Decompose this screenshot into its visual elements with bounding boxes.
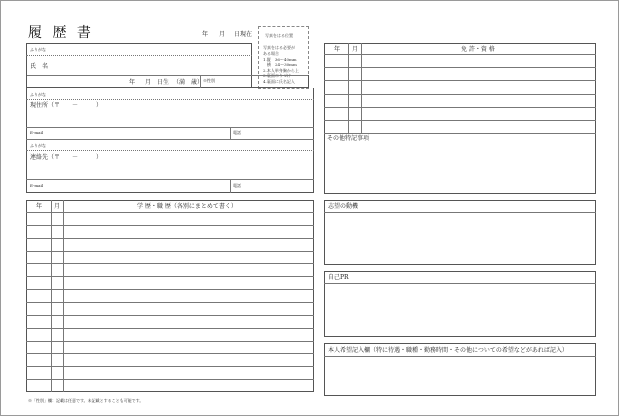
photo-heading: 写真をはる位置	[265, 33, 293, 38]
license-row-line	[324, 80, 596, 81]
contact-email-label: E-mail	[30, 183, 44, 188]
contact-email-top-line	[26, 179, 314, 180]
phone-divider	[230, 127, 231, 139]
contact-phone-divider	[230, 179, 231, 193]
license-col-year: 年	[334, 46, 341, 53]
photo-line-2: ある場合	[263, 51, 279, 56]
history-row-line	[26, 276, 314, 277]
history-year-divider	[51, 200, 52, 392]
photo-line-4: 横 24～30mm	[263, 62, 297, 67]
license-row-line	[324, 107, 596, 108]
license-row-line	[324, 94, 596, 95]
address-label: 現住所（〒 － ）	[30, 102, 103, 109]
license-row-line	[324, 120, 596, 121]
motivation-box	[324, 200, 596, 265]
history-row-line	[26, 328, 314, 329]
email-label: E-mail	[30, 130, 44, 135]
address-furigana-divider	[26, 99, 314, 100]
history-month-divider	[63, 200, 64, 392]
history-row-line	[26, 341, 314, 342]
furigana-label: ふりがな	[30, 47, 46, 52]
history-table	[26, 200, 314, 392]
furigana-divider	[26, 55, 252, 56]
contact-label: 連絡先（〒 － ）	[30, 154, 103, 161]
license-col-month: 月	[352, 46, 359, 53]
history-row-line	[26, 225, 314, 226]
motivation-label: 志望の動機	[328, 203, 359, 210]
history-row-line	[26, 263, 314, 264]
history-col-month: 月	[54, 203, 61, 210]
birth-year-label: 年	[129, 79, 136, 86]
name-label: 氏 名	[30, 63, 49, 70]
contact-furigana-divider	[26, 150, 314, 151]
birth-age-open: （満	[173, 79, 186, 86]
phone-label: 電話	[233, 130, 241, 135]
history-row-line	[26, 289, 314, 290]
contact-phone-label: 電話	[233, 183, 241, 188]
birth-day-label: 日生	[157, 79, 170, 86]
photo-line-3: 1.縦 36～40mm	[263, 57, 297, 62]
other-notes-top-line	[324, 133, 596, 134]
date-month-label: 月	[219, 31, 226, 38]
history-row-line	[26, 302, 314, 303]
gender-divider	[200, 75, 201, 88]
date-year-label: 年	[202, 31, 209, 38]
photo-line-1: 写真をはる必要が	[263, 45, 295, 50]
license-col-content: 免 許・資 格	[461, 46, 495, 53]
history-row-line	[26, 212, 314, 213]
self-pr-label: 自己PR	[328, 274, 349, 281]
date-as-of-label: 日現在	[234, 31, 253, 38]
photo-line-5: 2.本人単身胸から上	[263, 68, 299, 73]
wishes-header-line	[324, 356, 596, 357]
birth-age-close: 歳）	[191, 79, 204, 86]
history-row-line	[26, 251, 314, 252]
motivation-header-line	[324, 212, 596, 213]
history-row-line	[26, 379, 314, 380]
wishes-label: 本人希望記入欄（特に待遇・職種・勤務時間・その他についての希望などがあれば記入）	[328, 347, 568, 354]
history-row-line	[26, 238, 314, 239]
history-col-content: 学 歴・職 歴（各別にまとめて書く）	[137, 203, 237, 210]
license-table	[324, 43, 596, 194]
contact-top-line	[26, 139, 314, 140]
page-title: 履 歴 書	[28, 25, 94, 41]
contact-furigana-label: ふりがな	[30, 143, 46, 148]
self-pr-header-line	[324, 283, 596, 284]
history-row-line	[26, 366, 314, 367]
history-row-line	[26, 315, 314, 316]
history-row-line	[26, 353, 314, 354]
photo-line-7: 4.裏面に氏名記入	[263, 79, 295, 84]
email-top-line	[26, 127, 314, 128]
license-row-line	[324, 54, 596, 55]
birth-month-label: 月	[145, 79, 152, 86]
gender-footnote: ※「性別」欄：記載は任意です。未記載とすることも可能です。	[28, 398, 144, 403]
other-notes-label: その他特記事項	[327, 135, 370, 142]
photo-line-6: 3.裏面のりづけ	[263, 73, 291, 78]
address-furigana-label: ふりがな	[30, 92, 46, 97]
license-row-line	[324, 67, 596, 68]
self-pr-box	[324, 271, 596, 337]
gender-label: ※性別	[203, 78, 215, 83]
history-col-year: 年	[36, 203, 43, 210]
